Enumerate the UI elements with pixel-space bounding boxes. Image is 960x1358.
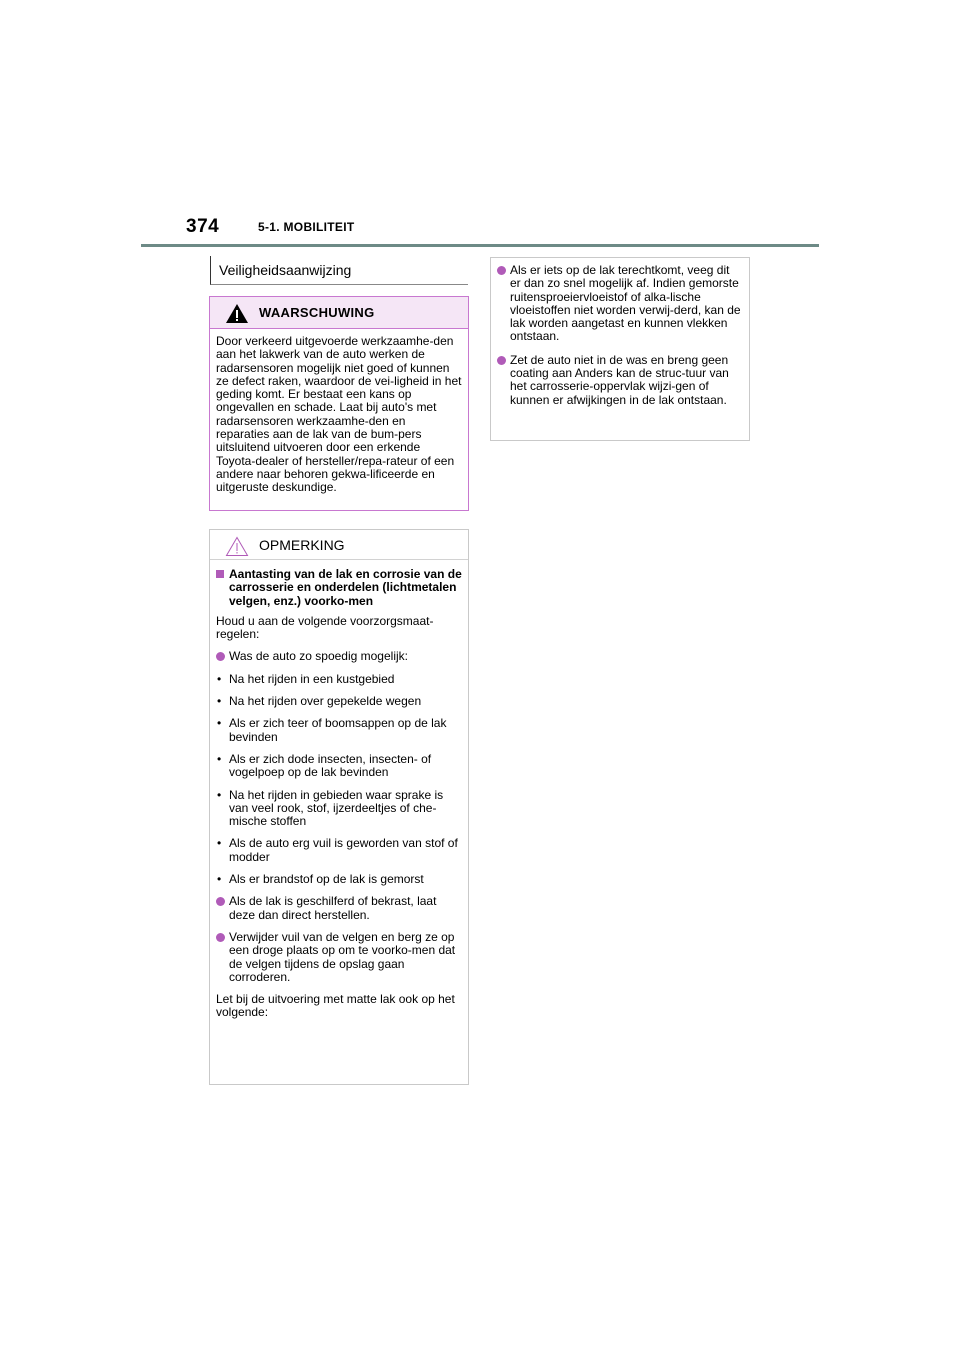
- warning-box: [209, 296, 469, 511]
- note-subheading-text: Aantasting van de lak en corrosie van de carrosserie en onderdelen (lichtmetalen velgen, enz.) voorko-men: [229, 567, 462, 608]
- page-number: 374: [186, 216, 220, 237]
- list-item: [216, 895, 462, 922]
- bullet-icon: •: [217, 716, 222, 731]
- circle-bullet-icon: [497, 356, 506, 365]
- sub-list-item: [216, 873, 462, 886]
- list-item: [497, 264, 743, 344]
- sub-list-item-text: Als er zich teer of boomsappen op de lak bevinden: [229, 716, 447, 744]
- note-title: OPMERKING: [259, 537, 345, 553]
- list-item: [497, 354, 743, 407]
- warning-triangle-icon: [225, 303, 249, 324]
- sub-list-item: [216, 717, 462, 744]
- sub-list-item: [216, 673, 462, 686]
- bullet-icon: •: [217, 836, 222, 851]
- safety-heading: [210, 256, 468, 285]
- circle-bullet-icon: [216, 897, 225, 906]
- sub-list-item: [216, 753, 462, 780]
- sub-list-item-text: Na het rijden in een kustgebied: [229, 671, 395, 686]
- bullet-icon: •: [217, 872, 222, 887]
- section-title: 5-1. MOBILITEIT: [258, 220, 355, 234]
- safety-heading-label: Veiligheidsaanwijzing: [219, 262, 352, 278]
- bullet-icon: •: [217, 694, 222, 709]
- list-item: [216, 650, 462, 663]
- continued-note-box: [490, 257, 750, 441]
- list-item-text: Verwijder vuil van de velgen en berg ze op een droge plaats op om te voorko-men dat de velgen tijdens de opslag gaan corroderen.: [229, 929, 456, 984]
- warning-header: [210, 297, 468, 329]
- sub-list-item-text: Als er brandstof op de lak is gemorst: [229, 872, 424, 887]
- list-item: [216, 931, 462, 984]
- sub-list-item-text: Na het rijden in gebieden waar sprake is van veel rook, stof, ijzerdeeltjes of che-mische stoffen: [229, 787, 444, 829]
- sub-list-item-text: Als er zich dode insecten, insecten- of vogelpoep op de lak bevinden: [229, 751, 432, 780]
- sub-list-item: [216, 695, 462, 708]
- note-box: [209, 529, 469, 1085]
- sub-list-item: [216, 837, 462, 864]
- header-divider: [141, 244, 819, 247]
- list-item-text: Zet de auto niet in de was en breng geen coating aan Anders kan de struc-tuur van het carrosserie-oppervlak wijzi-gen of kunnen er afwijkingen in de lak ontstaan.: [510, 352, 729, 407]
- note-intro: Houd u aan de volgende voorzorgsmaat-regelen:: [216, 613, 434, 642]
- bullet-icon: •: [217, 751, 222, 766]
- list-item-text: Als er iets op de lak terechtkomt, veeg dit er dan zo snel mogelijk af. Indien gemorste ruitensproeiervloeistof of alka-lische vloeistoffen niet worden verwij-derd, kan de lak worden aangetast en kunnen vlekken ontstaan.: [510, 263, 741, 344]
- bullet-icon: •: [217, 787, 222, 802]
- note-header: [210, 530, 468, 560]
- circle-bullet-icon: [216, 652, 225, 661]
- sub-list-item-text: Na het rijden over gepekelde wegen: [229, 694, 422, 709]
- bullet-icon: •: [217, 671, 222, 686]
- note-subheading: [216, 568, 462, 608]
- note-outro: Let bij de uitvoering met matte lak ook op het volgende:: [216, 992, 455, 1020]
- square-bullet-icon: [216, 570, 224, 578]
- circle-bullet-icon: [497, 266, 506, 275]
- circle-bullet-icon: [216, 933, 225, 942]
- warning-title: WAARSCHUWING: [259, 305, 375, 320]
- list-item-text: Als de lak is geschilferd of bekrast, laat deze dan direct herstellen.: [229, 894, 437, 922]
- caution-triangle-icon: [225, 536, 249, 557]
- sub-list-item: [216, 789, 462, 829]
- sub-list-item-text: Als de auto erg vuil is geworden van stof of modder: [229, 836, 458, 864]
- list-item-text: Was de auto zo spoedig mogelijk:: [229, 649, 408, 664]
- warning-text: Door verkeerd uitgevoerde werkzaamhe-den aan het lakwerk van de auto werken de radarsensoren mogelijk niet goed of kunnen ze defect raken, waardoor de vei-ligheid in het geding komt. Er bestaat een kans op ongevallen en schade. Laat bij auto's met radarsensoren werkzaamhe-den en reparaties aan de lak van de bum-pers uitsluitend uitvoeren door een erkende Toyota-dealer of hersteller/repa-rateur of een andere naar behoren gekwa-lificeerde en uitgeruste deskundige.: [216, 334, 462, 495]
